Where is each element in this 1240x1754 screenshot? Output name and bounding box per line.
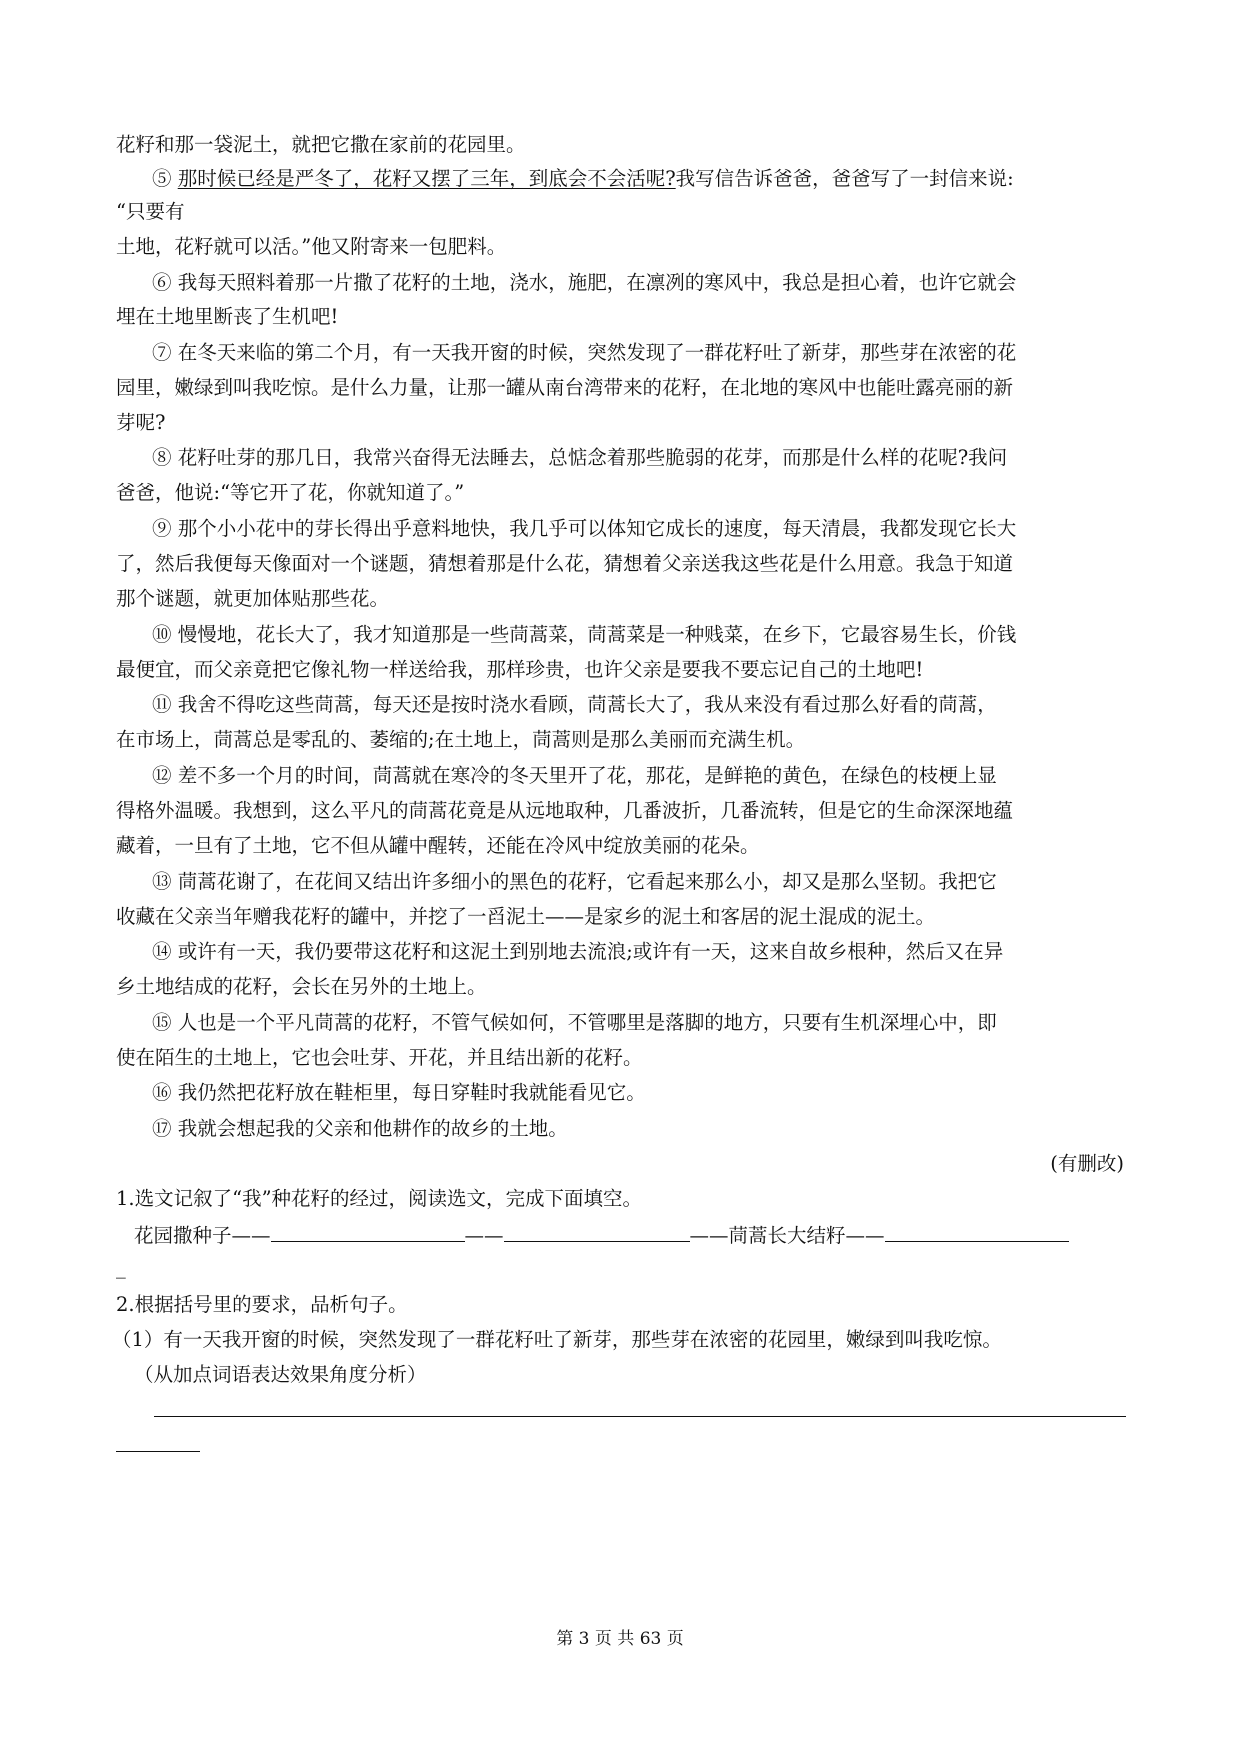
paragraph-17: ⑰ 我就会想起我的父亲和他耕作的故乡的土地。 (152, 1117, 568, 1140)
paragraph-11: ⑪ 我舍不得吃这些茼蒿，每天还是按时浇水看顾，茼蒿长大了，我从来没有看过那么好看的茼蒿， (152, 693, 997, 716)
text-line: 埋在土地里断丧了生机吧! (116, 305, 339, 328)
text-line: 爸爸，他说:“等它开了花，你就知道了。” (116, 481, 465, 504)
paragraph-7: ⑦ 在冬天来临的第二个月，有一天我开窗的时候，突然发现了一群花籽吐了新芽，那些芽在浓密的花 (152, 341, 1017, 364)
answer-blank-1[interactable] (271, 1219, 465, 1242)
paragraph-6: ⑥ 我每天照料着那一片撒了花籽的土地，浇水，施肥，在凛冽的寒风中，我总是担心着，也许它就会 (152, 271, 1017, 294)
text-line: 收藏在父亲当年赠我花籽的罐中，并挖了一舀泥土——是家乡的泥土和客居的泥土混成的泥土。 (116, 905, 936, 928)
text-line: 在市场上，茼蒿总是零乱的、萎缩的;在土地上，茼蒿则是那么美丽而充满生机。 (116, 728, 806, 751)
text-span: 我写信告诉爸爸，爸爸写了一封信来说: (675, 167, 1014, 190)
step-label: 花园撒种子—— (134, 1224, 271, 1247)
question-1-prompt: 1.选文记叙了“我”种花籽的经过，阅读选文，完成下面填空。 (116, 1187, 643, 1210)
text-line: 土地，花籽就可以活。”他又附寄来一包肥料。 (116, 235, 507, 258)
question-2-1-hint: （从加点词语表达效果角度分析） (134, 1363, 427, 1386)
paragraph-15: ⑮ 人也是一个平凡茼蒿的花籽，不管气候如何，不管哪里是落脚的地方，只要有生机深埋心中，即 (152, 1011, 997, 1034)
answer-line[interactable] (116, 1451, 200, 1452)
step-dash: —— (464, 1224, 504, 1247)
text-line: 园里，嫩绿到叫我吃惊。是什么力量，让那一罐从南台湾带来的花籽，在北地的寒风中也能吐露亮丽的新 (116, 376, 1014, 399)
text-line: “只要有 (116, 200, 185, 223)
answer-blank-2[interactable] (504, 1219, 690, 1242)
text-line: 花籽和那一袋泥土，就把它撒在家前的花园里。 (116, 133, 526, 156)
text-line: 那个谜题，就更加体贴那些花。 (116, 587, 390, 610)
text-line: 最便宜，而父亲竟把它像礼物一样送给我，那样珍贵，也许父亲是要我不要忘记自己的土地吧! (116, 658, 924, 681)
text-line: 乡土地结成的花籽，会长在另外的土地上。 (116, 975, 487, 998)
paragraph-8: ⑧ 花籽吐芽的那几日，我常兴奋得无法睡去，总惦念着那些脆弱的花芽，而那是什么样的花呢?我问 (152, 446, 1008, 469)
paragraph-number: ⑤ (152, 167, 178, 190)
answer-blank-3[interactable] (885, 1219, 1069, 1242)
answer-line[interactable] (154, 1416, 1126, 1417)
question-2-prompt: 2.根据括号里的要求，品析句子。 (116, 1293, 408, 1316)
paragraph-5 (152, 164, 1014, 194)
text-line: 藏着，一旦有了土地，它不但从罐中醒转，还能在冷风中绽放美丽的花朵。 (116, 834, 760, 857)
underlined-sentence: 那时候已经是严冬了，花籽又摆了三年，到底会不会活呢? (177, 167, 676, 190)
step-label: ——茼蒿长大结籽—— (689, 1224, 885, 1247)
question-2-1-sentence: （1）有一天我开窗的时候，突然发现了一群花籽吐了新芽，那些芽在浓密的花园里，嫩绿到叫我吃惊。 (112, 1328, 1002, 1351)
question-1-fill-row (134, 1219, 1069, 1249)
paragraph-14: ⑭ 或许有一天，我仍要带这花籽和这泥土到别地去流浪;或许有一天，这来自故乡根种，然后又在异 (152, 940, 1004, 963)
paragraph-9: ⑨ 那个小小花中的芽长得出乎意料地快，我几乎可以体知它成长的速度，每天清晨，我都发现它长大 (152, 517, 1017, 540)
text-line: 得格外温暖。我想到，这么平凡的茼蒿花竟是从远地取种，几番波折，几番流转，但是它的生命深深地蕴 (116, 799, 1014, 822)
blank-tail: _ (116, 1256, 126, 1279)
text-line: 了，然后我便每天像面对一个谜题，猜想着那是什么花，猜想着父亲送我这些花是什么用意。我急于知道 (116, 552, 1014, 575)
page-footer: 第 3 页 共 63 页 (556, 1629, 684, 1649)
paragraph-13: ⑬ 茼蒿花谢了，在花间又结出许多细小的黑色的花籽，它看起来那么小，却又是那么坚韧。我把它 (152, 870, 997, 893)
edit-note: (有删改) (1050, 1152, 1124, 1175)
paragraph-16: ⑯ 我仍然把花籽放在鞋柜里，每日穿鞋时我就能看见它。 (152, 1081, 646, 1104)
text-line: 芽呢? (116, 411, 166, 434)
paragraph-10: ⑩ 慢慢地，花长大了，我才知道那是一些茼蒿菜，茼蒿菜是一种贱菜，在乡下，它最容易生长，价钱 (152, 623, 1017, 646)
paragraph-12: ⑫ 差不多一个月的时间，茼蒿就在寒冷的冬天里开了花，那花，是鲜艳的黄色，在绿色的枝梗上显 (152, 764, 997, 787)
text-line: 使在陌生的土地上，它也会吐芽、开花，并且结出新的花籽。 (116, 1046, 643, 1069)
